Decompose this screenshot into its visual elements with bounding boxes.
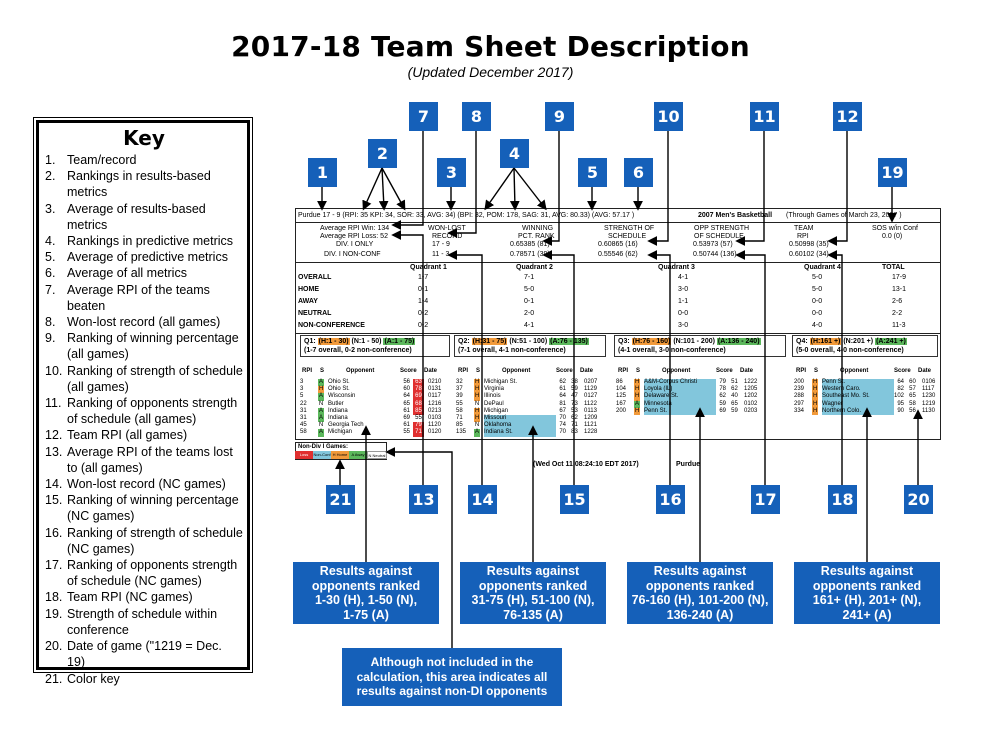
col-opp-1: OPP STRENGTH [694,225,750,232]
game-header: RPI [796,368,807,374]
badge-13: 13 [409,485,438,514]
r1-opp: 0.53973 (57) [693,241,733,248]
quadrant-box: Q1: (H:1 - 30) (N:1 - 50) (A:1 - 75) (1-7 overall, 0-2 non-conference) [300,335,450,357]
legend-home: H Home [332,452,348,457]
badge-17: 17 [751,485,780,514]
key-item-text: Ranking of winning percentage (all games) [67,331,239,362]
badge-14: 14 [468,485,497,514]
badge-1: 1 [308,158,337,187]
badge-3: 3 [437,158,466,187]
game-header: Date [740,368,754,374]
legend-neutral: N Neutral [368,453,386,458]
key-item-number: 19. [45,606,63,621]
quad-cell: 0-0 [678,310,689,317]
badge-4: 4 [500,139,529,168]
game-header: Score [556,368,573,374]
callout-q2: Results against opponents ranked 31-75 (H), 51-100 (N), 76-135 (A) [460,562,606,624]
game-row: 22 N Butler 65 68 1216 [300,400,442,407]
key-item-text: Ranking of strength of schedule (all games) [67,363,243,394]
key-item-text: Team RPI (all games) [67,428,188,443]
game-row: 39 H Illinois 64 47 0127 [456,393,598,400]
quadrant-box: Q4: (H:161 +) (N:201 +) (A:241 +) (5-0 overall, 4-0 non-conference) [792,335,938,357]
game-row: 58 H Michigan 67 53 0113 [456,407,597,414]
div1-only-label: DIV. I ONLY [336,241,374,248]
quad-header-1: Quadrant 1 [410,264,447,271]
quad-cell: 7-1 [524,274,535,281]
game-header: S [320,368,325,374]
non-div-label: Non-Div I Games: [298,444,349,450]
badge-18: 18 [828,485,857,514]
game-header: S [476,368,481,374]
quad-cell: 3-0 [678,286,689,293]
key-item-text: Average RPI of the teams lost to (all games) [67,444,233,475]
quad-cell: 0-0 [812,298,823,305]
badge-19: 19 [878,158,907,187]
avg-rpi-loss: Average RPI Loss: 52 [320,233,388,240]
game-header: RPI [302,368,313,374]
key-item-text: Team/record [67,153,137,167]
col-wonlost-1: WON-LOST [428,225,466,232]
quadrant-box: Q3: (H:76 - 160) (N:101 - 200) (A:136 - 240) (4-1 overall, 3-0 non-conference) [614,335,786,357]
game-header: S [636,368,641,374]
quad-header-4: Quadrant 4 [804,264,841,271]
quad-cell: 11-3 [892,322,906,329]
col-wonlost-2: RECORD [432,233,463,240]
key-item-text: Color key [67,671,120,686]
badge-20: 20 [904,485,933,514]
game-row: 31 A Indiana 61 85 0213 [300,407,442,414]
key-item-text: Rankings in results-based metrics [67,169,211,200]
key-title: Key [123,126,165,150]
quad-cell: 2-2 [892,310,903,317]
col-winning-2: PCT. RANK [518,233,555,240]
badge-16: 16 [656,485,685,514]
quad-cell: 4-0 [812,322,823,329]
key-item-number: 12. [45,428,63,443]
quad-cell: 2-6 [892,298,903,305]
r2-wonlost: 11 - 3 [432,251,450,258]
badge-21: 21 [326,485,355,514]
game-row: 288 H Southeast Mo. St. 102 65 1230 [794,393,936,400]
game-row: 86 H A&M-Corpus Christi 79 51 1222 [616,379,758,385]
quad-cell: 0-0 [812,310,823,317]
quad-row-label: AWAY [298,298,318,305]
quadrant-box: Q2: (H:31 - 75) (N:51 - 100) (A:76 - 135) (7-1 overall, 4-1 non-conference) [454,335,606,357]
quad-cell: 1-1 [678,298,689,305]
avg-rpi-win: Average RPI Win: 134 [320,225,390,232]
game-header: Score [400,368,417,374]
key-item-number: 5. [45,250,56,265]
game-row: 37 H Virginia 61 59 1129 [456,386,597,393]
col-sos-conf-1: SOS w/in Conf [872,225,918,232]
key-item-number: 4. [45,234,56,249]
game-row: 135 A Indiana St. 70 83 1228 [456,429,598,436]
game-row: 200 H Penn St. 69 59 0203 [616,407,758,414]
col-sos-1: STRENGTH OF [604,225,655,232]
game-header: Opponent [346,368,375,374]
game-row: 5 A Wisconsin 64 69 0117 [300,393,441,400]
key-item-number: 14. [45,477,63,492]
quad-row-label: OVERALL [298,274,332,281]
r2-winning: 0.78571 (39) [510,251,550,258]
r2-opp: 0.50744 (136) [693,251,737,258]
quad-cell: 0-2 [418,322,429,329]
sheet-header-through: (Through Games of March 23, 2007 ) [786,212,902,219]
key-item-text: Won-lost record (NC games) [67,477,226,492]
key-item-number: 1. [45,153,56,167]
game-header: Opponent [502,368,531,374]
key-item-text: Rankings in predictive metrics [67,234,234,249]
game-row: 71 H Missouri 70 62 1209 [456,415,598,421]
badge-5: 5 [578,158,607,187]
key-item-text: Ranking of winning percentage (NC games) [67,493,239,524]
badge-10: 10 [654,102,683,131]
quad-cell: 13-1 [892,286,907,293]
key-item-number: 15. [45,493,63,508]
callout-nondiv: Although not included in the calculation, this area indicates all results against non-DI opponents [342,648,562,706]
r1-rpi: 0.50998 (35) [789,241,829,248]
game-row: 167 A Minnesota 59 65 0102 [616,400,758,407]
key-item-number: 7. [45,282,56,297]
callout-q4: Results against opponents ranked 161+ (H), 201+ (N), 241+ (A) [794,562,940,624]
game-row: 104 H Loyola (IL) 78 62 1205 [616,386,758,393]
game-row: 58 A Michigan 55 71 0120 [300,429,442,436]
game-row: 31 A Indiana 69 55 0103 [300,415,442,421]
legend-nonconf: Non-Conf [313,452,331,457]
quad-cell: 1-7 [418,274,429,281]
col-sos-conf-2: 0.0 (0) [882,233,903,240]
sheet-header: Purdue 17 - 9 (RPI: 35 KPI: 34, SOR: 33, AVG: 34) (BPI: 32, POM: 178, SAG: 31, AVG: 80.33) (AVG: 57.17 ) [298,212,635,219]
quad-cell: 0-1 [524,298,535,305]
game-header: Opponent [840,368,869,374]
badge-9: 9 [545,102,574,131]
game-header: Date [580,368,594,374]
quad-cell: 3-0 [678,322,689,329]
footer-time: (Wed Oct 11 08:24:10 EDT 2017) [533,461,639,468]
r2-rpi: 0.60102 (34) [789,251,829,258]
badge-2: 2 [368,139,397,168]
col-rpi-2: RPI [797,233,809,240]
game-row: 32 H Michigan St. 62 38 0207 [456,379,598,385]
badge-6: 6 [624,158,653,187]
game-header: Opponent [662,368,691,374]
game-header: S [814,368,819,374]
quad-row-label: HOME [298,286,319,293]
key-item-text: Date of game ("1219 = Dec. 19) [67,639,222,670]
r1-winning: 0.65385 (81) [510,241,550,248]
quad-cell: 1-4 [418,298,429,305]
key-item-text: Average of all metrics [67,266,187,281]
quad-cell: 5-0 [524,286,535,293]
quad-cell: 4-1 [524,322,535,329]
key-item-number: 16. [45,525,63,540]
col-winning-1: WINNING [522,225,554,232]
callout-q1: Results against opponents ranked 1-30 (H), 1-50 (N), 1-75 (A) [293,562,439,624]
game-header: Date [424,368,438,374]
key-item-number: 21. [45,671,63,686]
badge-12: 12 [833,102,862,131]
col-opp-2: OF SCHEDULE [694,233,744,240]
key-item-number: 6. [45,266,56,281]
game-row: 125 H Delaware St. 62 40 1202 [616,393,758,400]
game-row: 200 H Penn St. 64 60 0106 [794,379,936,385]
game-row: 239 H Western Caro. 82 57 1117 [794,386,935,393]
r1-sos: 0.60865 (16) [598,241,638,248]
game-row: 297 H Wagner 95 58 1219 [794,400,936,407]
key-item-number: 18. [45,590,63,605]
game-header: RPI [618,368,629,374]
quad-cell: 4-1 [678,274,689,281]
key-item-text: Team RPI (NC games) [67,590,193,605]
quad-row-label: NON-CONFERENCE [298,322,365,329]
key-item-number: 13. [45,444,63,459]
quad-header-total: TOTAL [882,264,905,271]
key-item-text: Average of predictive metrics [67,250,228,265]
div1-nonconf-label: DIV. I NON-CONF [324,251,381,258]
key-item-number: 2. [45,169,56,184]
game-header: RPI [458,368,469,374]
badge-8: 8 [462,102,491,131]
key-item-text: Won-lost record (all games) [67,315,221,330]
page-title: 2017-18 Team Sheet Description [231,30,750,63]
footer-team: Purdue [676,461,701,468]
key-item-number: 11. [45,396,62,411]
page-subtitle: (Updated December 2017) [407,64,574,80]
game-row: 3 A Ohio St. 56 63 0210 [300,379,442,385]
key-item-number: 9. [45,331,56,346]
key-item-text: Average RPI of the teams beaten [67,282,210,313]
quad-header-2: Quadrant 2 [516,264,553,271]
key-item-text: Ranking of opponents strength of schedule (all games) [67,396,238,427]
col-rpi-1: TEAM [794,225,814,232]
key-item-number: 3. [45,201,56,216]
key-item-number: 8. [45,315,56,330]
quad-cell: 2-0 [524,310,535,317]
col-sos-2: SCHEDULE [608,233,647,240]
quad-cell: 0-2 [418,310,429,317]
r2-sos: 0.55546 (62) [598,251,638,258]
badge-15: 15 [560,485,589,514]
game-row: 334 H Northern Colo. 90 56 1130 [794,407,935,414]
r1-wonlost: 17 - 9 [432,241,450,248]
key-item-number: 20. [45,639,63,654]
key-item-text: Strength of schedule within conference [67,606,218,637]
quad-cell: 5-0 [812,274,823,281]
key-item-text: Average of results-based metrics [67,201,206,232]
game-row: 45 N Georgia Tech 61 79 1120 [300,422,441,429]
badge-7: 7 [409,102,438,131]
callout-q3: Results against opponents ranked 76-160 (H), 101-200 (N), 136-240 (A) [627,562,773,624]
key-item-number: 17. [45,558,63,573]
sheet-header-title: 2007 Men's Basketball [698,212,773,219]
quad-cell: 0-1 [418,286,429,293]
badge-11: 11 [750,102,779,131]
legend-loss: Loss [295,451,313,459]
legend-away: A Away [349,451,367,459]
key-item-text: Ranking of strength of schedule (NC games) [67,525,243,556]
game-row: 3 H Ohio St. 60 78 0131 [300,386,442,393]
quad-header-3: Quadrant 3 [658,264,695,271]
key-item-number: 10. [45,363,63,378]
game-header: Score [894,368,911,374]
game-row: 55 N DePaul 81 73 1122 [456,400,597,407]
key-item-text: Ranking of opponents strength of schedule (NC games) [67,558,238,589]
game-header: Date [918,368,932,374]
quad-cell: 17-9 [892,274,907,281]
game-row: 85 N Oklahoma 74 71 1121 [456,422,597,429]
quad-cell: 5-0 [812,286,823,293]
quad-row-label: NEUTRAL [298,310,332,317]
game-header: Score [716,368,733,374]
